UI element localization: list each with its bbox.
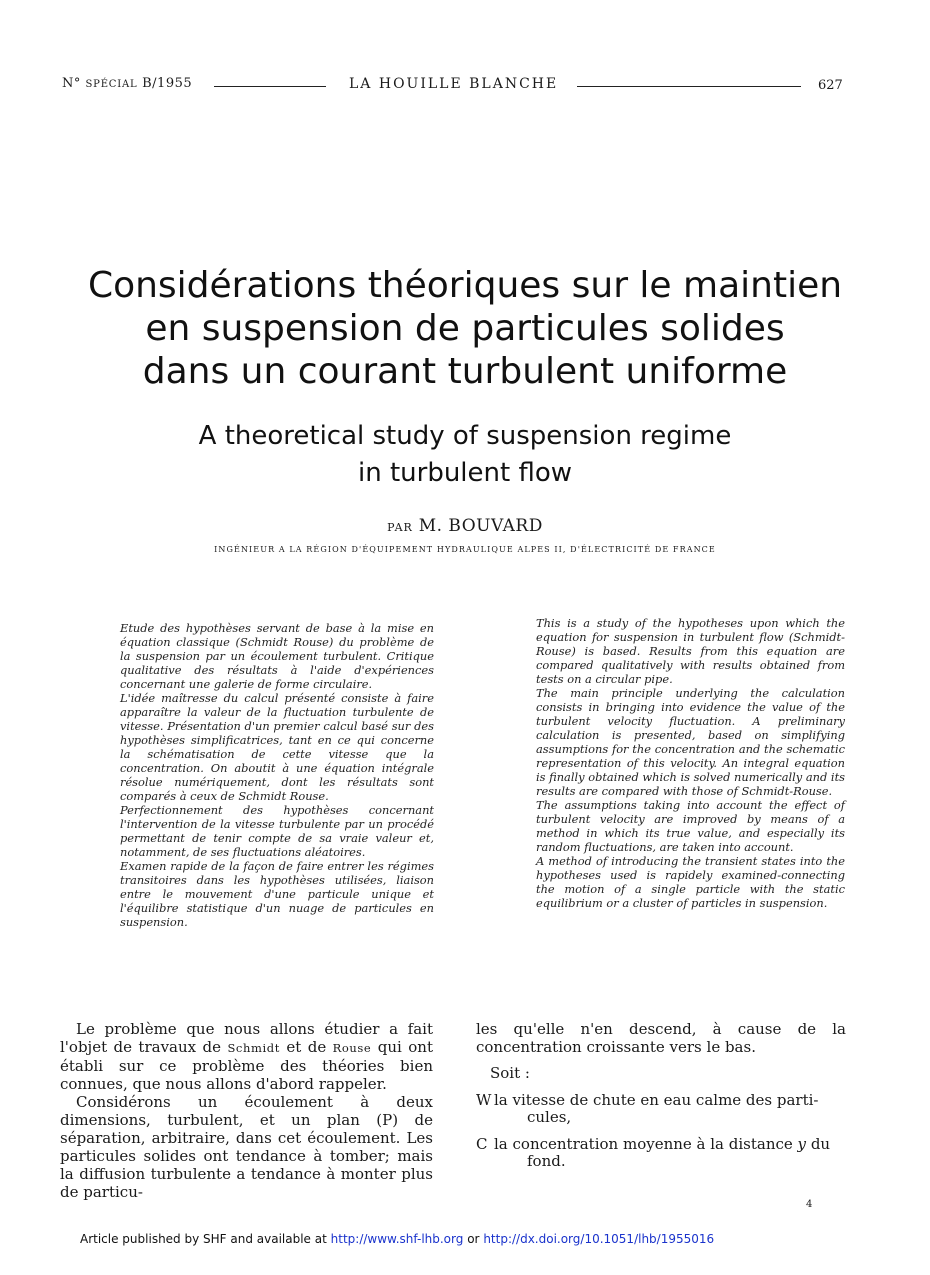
page-number: 627 <box>818 78 843 93</box>
issue-number: N° SPÉCIAL B/1955 <box>62 76 193 91</box>
body-paragraph: Considérons un écoulement à deux dimensions, turbulent, et un plan (P) de séparation, arbitraire, dans cet écoulement. Les particules solides ont tendance à tomber; mais la diffusion turbulente a tendance à monter plus de particu- <box>60 1093 433 1201</box>
abstract-paragraph: Etude des hypothèses servant de base à la mise en équation classique (Schmidt Rouse) du problème de la suspension par un écoulement turbulent. Critique qualitative des résultats à l'aide d'expériences concernant une galerie de forme circulaire. <box>120 621 434 691</box>
soit-label: Soit : <box>490 1064 530 1082</box>
author-affiliation: INGÉNIEUR A LA RÉGION D'ÉQUIPEMENT HYDRAULIQUE ALPES II, D'ÉLECTRICITÉ DE FRANCE <box>214 545 716 554</box>
abstract-french <box>120 621 434 929</box>
symbol-c: C <box>476 1135 488 1153</box>
abstract-paragraph: L'idée maîtresse du calcul présenté consiste à faire apparaître la valeur de la fluctuation turbulente de vitesse. Présentation d'un premier calcul basé sur des hypothèses simplificatrices, tant en ce qui concerne la schématisation de cette vitesse que la concentration. On aboutit à une équation intégrale résolue numériquement, dont les résultats sont comparés à ceux de Schmidt Rouse. <box>120 691 434 803</box>
publication-footer: Article published by SHF and available at http://www.shf-lhb.org or http://dx.doi.org/10.1051/lhb/1955016 <box>80 1232 715 1246</box>
title-french-line: en suspension de particules solides <box>145 308 785 349</box>
title-french-line: Considérations théoriques sur le maintien <box>87 265 843 306</box>
author-byline: PAR M. BOUVARD <box>387 516 543 536</box>
author-name: M. BOUVARD <box>418 516 543 536</box>
header-rule-left <box>214 86 326 87</box>
title-english-line: A theoretical study of suspension regime <box>198 421 732 451</box>
abstract-english <box>536 616 845 910</box>
variable-y: y <box>797 1135 807 1153</box>
title-english <box>40 418 890 492</box>
body-column-right <box>476 1020 846 1170</box>
cited-author: Rouse <box>332 1041 372 1055</box>
cited-author: Schmidt <box>227 1041 280 1055</box>
symbol-w: W <box>476 1091 492 1109</box>
header-rule-right <box>577 86 801 87</box>
shf-link[interactable]: http://www.shf-lhb.org <box>330 1232 464 1246</box>
body-paragraph: les qu'elle n'en descend, à cause de la concentration croissante vers le bas. <box>476 1020 846 1056</box>
definition-c: C la concentration moyenne à la distance y du fond. <box>476 1135 831 1170</box>
abstract-paragraph: The main principle underlying the calculation consists in bringing into evidence the value of the turbulent velocity fluctuation. A preliminary calculation is presented, based on simplifying assumptions for the concentration and the schematic representation of this velocity. An integral equation is finally obtained which is solved numerically and its results are compared with those of Schmidt-Rouse. <box>536 686 845 798</box>
body-paragraph: Le problème que nous allons étudier a fait l'objet de travaux de Schmidt et de Rouse qui ont établi sur ce problème des théories bien connues, que nous allons d'abord rappeler. <box>60 1020 433 1093</box>
abstract-paragraph: A method of introducing the transient states into the hypotheses used is rapidely examined-connecting the motion of a single particle with the static equilibrium or a cluster of particles in suspension. <box>536 854 845 910</box>
abstract-paragraph: Examen rapide de la façon de faire entrer les régimes transitoires dans les hypothèses utilisées, liaison entre le mouvement d'une particule unique et l'équilibre statistique d'un nuage de particules en suspension. <box>120 859 434 929</box>
title-french-line: dans un courant turbulent uniforme <box>142 351 788 392</box>
body-column-left <box>60 1020 433 1201</box>
abstract-paragraph: Perfectionnement des hypothèses concernant l'intervention de la vitesse turbulente par un procédé permettant de tenir compte de sa vraie valeur et, notamment, de ses fluctuations aléatoires. <box>120 803 434 859</box>
corner-mark: 4 <box>806 1199 813 1210</box>
abstract-paragraph: This is a study of the hypotheses upon which the equation for suspension in turbulent flow (Schmidt-Rouse) is based. Results from this equation are compared qualitatively with results obtained from tests on a circular pipe. <box>536 616 845 686</box>
doi-link[interactable]: http://dx.doi.org/10.1051/lhb/1955016 <box>483 1232 715 1246</box>
journal-name: LA HOUILLE BLANCHE <box>349 76 559 92</box>
title-english-line: in turbulent flow <box>357 458 573 488</box>
definition-w: W la vitesse de chute en eau calme des parti- cules, <box>476 1091 819 1126</box>
title-french <box>40 264 890 393</box>
abstract-paragraph: The assumptions taking into account the effect of turbulent velocity are improved by means of a method in which its true value, and especially its random fluctuations, are taken into account. <box>536 798 845 854</box>
